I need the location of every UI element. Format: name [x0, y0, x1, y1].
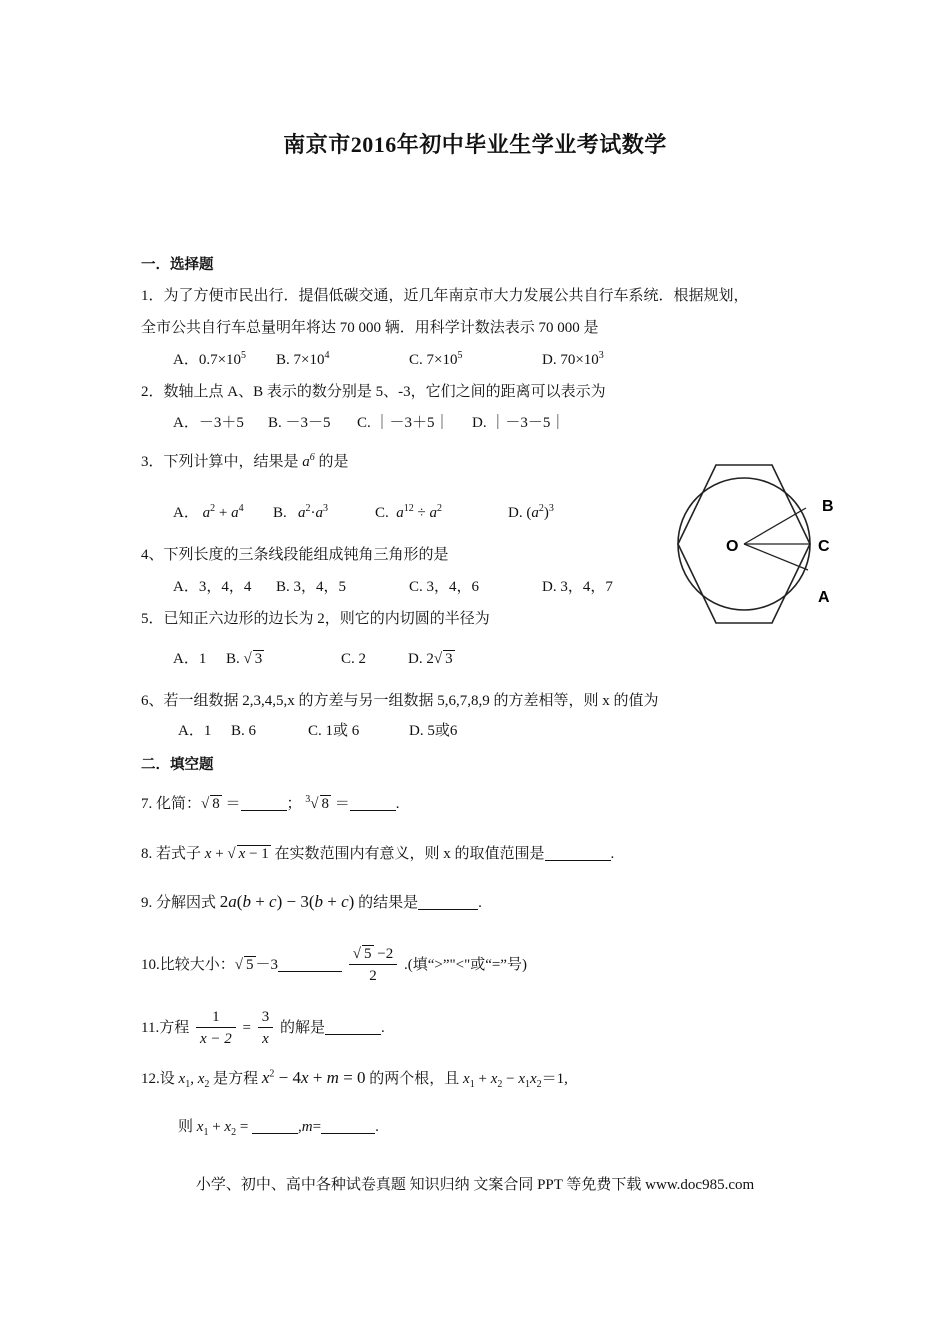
page-title: 南京市2016年初中毕业生学业考试数学 [283, 132, 667, 157]
q4-option-b: B. 3，4，5 [276, 579, 347, 595]
q10-fraction: $\frac{√ 5 -2}{2}$ [349, 944, 397, 987]
q7-blank-2[interactable] [350, 794, 396, 811]
q4-option-d: D. 3，4，7 [542, 579, 613, 595]
q1-option-c: C. $7\times 10^5$ [409, 350, 463, 368]
q6-option-b: B. 6 [231, 723, 257, 739]
segment-oa [744, 544, 808, 570]
q3-option-c: C. $a^{12} \div a^2$ [375, 503, 442, 521]
q6-option-c: C. 1或 6 [308, 723, 360, 739]
q1-stem-line2: 全市公共自行车总量明年将达 70 000 辆．用科学计数法表示 70 000 是 [141, 320, 599, 336]
q2-option-d: D. ｜－3－5｜ [472, 415, 566, 431]
q2-option-a: A．－3＋5 [173, 415, 244, 431]
q3-option-d: D. $(a^2)^3$ [508, 503, 554, 521]
hexagon-incircle-figure [668, 462, 838, 632]
section-heading-fill: 二．填空题 [141, 757, 214, 773]
q2-option-b: B. －3－5 [268, 415, 331, 431]
q5-stem: 5．已知正六边形的边长为 2，则它的内切圆的半径为 [141, 611, 490, 627]
q9-line: 9. 分解因式 2a(b + c) − 3(b + c) 的结果是 . [141, 892, 482, 911]
q6-stem: 6、若一组数据 2,3,4,5,x 的方差与另一组数据 5,6,7,8,9 的方差相等，则 x 的值为 [141, 693, 659, 709]
q12-blank-2[interactable] [321, 1117, 375, 1134]
q3-option-b: B. $a^2\cdot a^3$ [273, 503, 329, 521]
label-b: B [822, 498, 834, 515]
q5-option-d: D. 2√ 3 [408, 651, 453, 667]
q6-option-a: A．1 [178, 723, 212, 739]
q11-blank[interactable] [325, 1018, 381, 1035]
q4-option-a: A．3，4，4 [173, 579, 252, 595]
q2-option-c: C. ｜－3＋5｜ [357, 415, 450, 431]
q8-line: 8. 若式子 x + √ x − 1 在实数范围内有意义，则 x 的取值范围是 . [141, 846, 615, 862]
q2-stem: 2．数轴上点 A、B 表示的数分别是 5、-3，它们之间的距离可以表示为 [141, 384, 606, 400]
q5-option-c: C. 2 [341, 651, 367, 667]
q12-line1: 12.设 $x_1$, $x_2$ 是方程 $x^2 - 4x + m = 0$ 的两个根，且 $x_1 + x_2 - x_1x_2=1$, [141, 1068, 568, 1090]
q5-option-a: A．1 [173, 651, 207, 667]
segment-ob [744, 508, 806, 544]
label-o: O [726, 538, 739, 555]
q5-option-b: B. √ 3 [226, 651, 263, 667]
q3-option-a: A． $a^2 + a^4$ [173, 503, 244, 521]
q1-option-b: B. $7\times 10^4$ [276, 350, 330, 368]
q4-stem: 4、下列长度的三条线段能组成钝角三角形的是 [141, 547, 449, 563]
label-a: A [818, 589, 830, 606]
q7-blank-1[interactable] [241, 794, 287, 811]
q10-line: 10.比较大小：√ 5 －3 $\frac{√ 5 -2}{2}$ .(填“>”"<"或“=”号) [141, 940, 527, 990]
section-heading-choice: 一．选择题 [141, 257, 214, 273]
q12-blank-1[interactable] [252, 1117, 298, 1134]
q11-fraction-right: $\frac{3}{x}$ [258, 1007, 274, 1050]
q7-line: 7. 化简：√ 8 ＝ ； $^3$√ 8 ＝ . [141, 794, 400, 812]
q10-blank[interactable] [278, 955, 342, 972]
q9-blank[interactable] [418, 893, 478, 910]
footer-text: 小学、初中、高中各种试卷真题 知识归纳 文案合同 PPT 等免费下载 www.doc985.com [195, 1177, 755, 1193]
q11-fraction-left: $\frac{1}{x - 2}$ [196, 1007, 236, 1050]
q1-option-d: D. $70\times 10^3$ [542, 350, 604, 368]
q8-blank[interactable] [545, 844, 611, 861]
q11-line: 11.方程 $\frac{1}{x - 2}$ = $\frac{3}{x}$ 的解是 . [141, 1003, 385, 1053]
q1-option-a: A．$0.7\times 10^5$ [173, 350, 247, 368]
q3-stem: 3．下列计算中，结果是 $a^6$ 的是 [141, 452, 349, 470]
q12-line2: 则 $x_1 + x_2 = ,m=$ . [178, 1119, 379, 1138]
q1-stem-line1: 1．为了方便市民出行．提倡低碳交通，近几年南京市大力发展公共自行车系统．根据规划， [141, 288, 749, 304]
q4-option-c: C. 3，4，6 [409, 579, 480, 595]
q6-option-d: D. 5或6 [409, 723, 458, 739]
label-c: C [818, 538, 830, 555]
